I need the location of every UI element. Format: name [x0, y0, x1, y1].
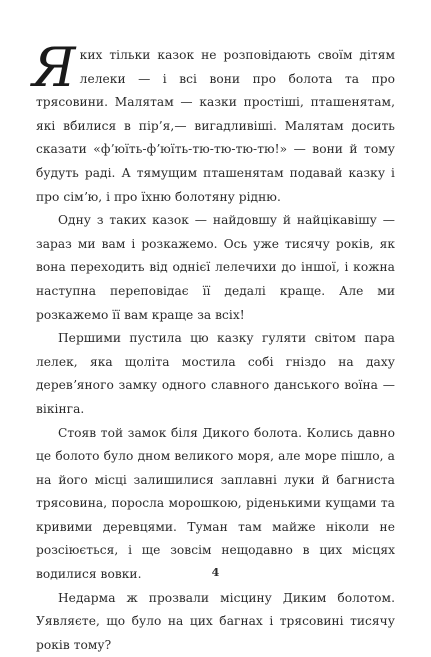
paragraph-3: Першими пустила цю казку гуляти світом пара лелек, яка щоліта мостила собі гніздо на даху деревʼяного замку одного славного данського воїна — вікінга.: [36, 331, 395, 416]
page-number: 4: [211, 566, 220, 579]
paragraph-4: Стояв той замок біля Дикого болота. Колись давно це болото було дном великого моря, але море пішло, а на його місці залишилися заплавні луки й багниста трясовина, поросла морошкою, ріденькими кущами та кривими деревцями. Туман там майже ніколи не розсіюється, і ще зовсім нещодавно в цих місцях водилися вовки.: [36, 425, 395, 582]
paragraph-5: Недарма ж прозвали місцину Диким болотом. Уявляєте, що було на цих багнах і трясовині тисячу років тому?: [36, 590, 395, 652]
paragraph-1: [32, 36, 395, 209]
paragraph-1-text: ких тільки казок не розповідають своїм дітям лелеки — і всі вони про болота та про трясовини. Малятам — казки простіші, пташенятам, які вбилися в пір’я,— вигадливіші. Малятам досить сказати «фʼюїть-фʼюїть-тю-тю-тю-тю!» — вони й тому будуть раді. А тямущим пташенятам подавай казку і про сімʼю, і про їхню болотяну рідню.: [36, 48, 395, 204]
drop-cap-letter: Я: [32, 36, 76, 99]
paragraph-2: Одну з таких казок — найдовшу й найцікавішу — зараз ми вам і розкажемо. Ось уже тисячу років, як вона переходить від однієї лелечихи до іншої, і кожна наступна переповідає її дедалі краще. Але ми розкажемо її вам краще за всіх!: [36, 213, 395, 322]
